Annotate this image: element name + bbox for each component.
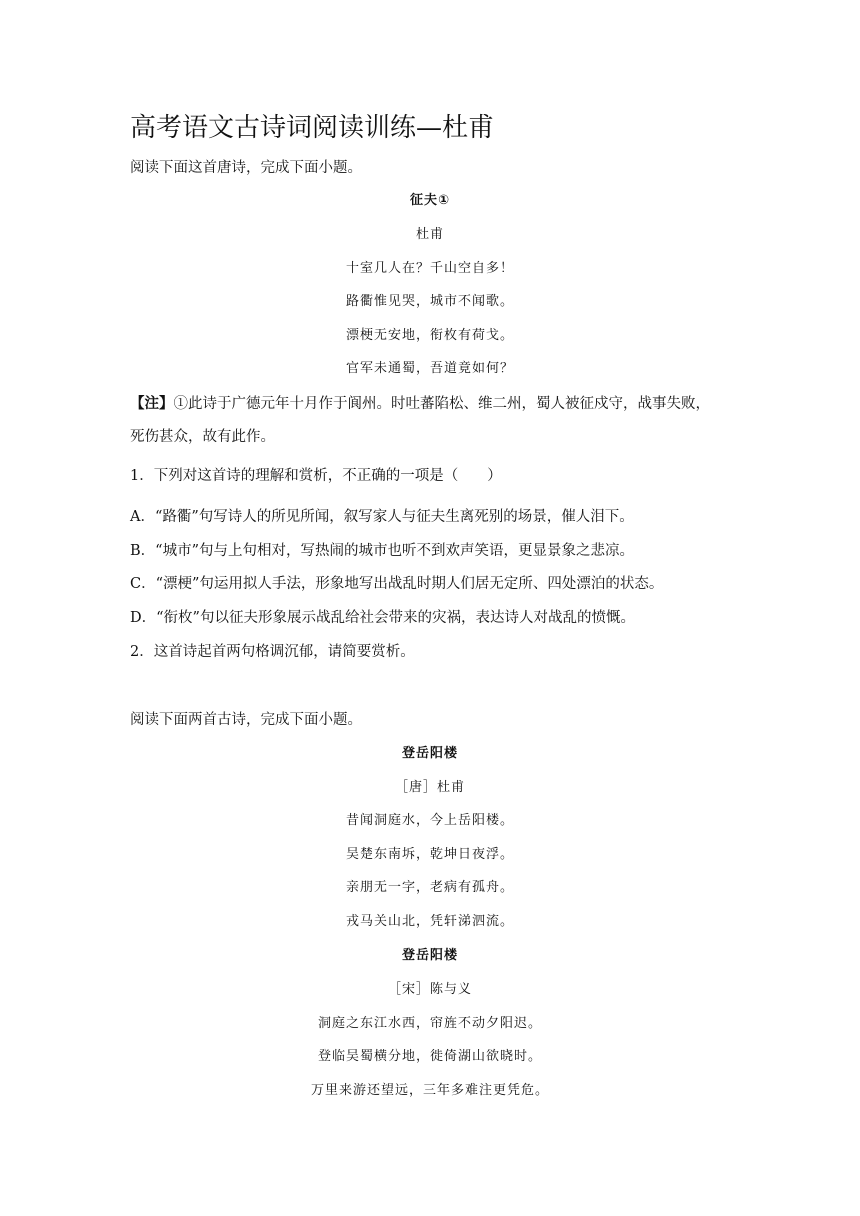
poem-note <box>130 394 710 414</box>
poem1-line: 昔闻洞庭水，今上岳阳楼。 <box>345 813 514 828</box>
poem2-author: ［宋］陈与义 <box>387 982 472 997</box>
page-title: 高考语文古诗词阅读训练—杜甫 <box>130 113 495 143</box>
poem2-line: 洞庭之东江水西，帘旌不动夕阳迟。 <box>317 1016 542 1031</box>
poem1-line: 吴楚东南坼，乾坤日夜浮。 <box>345 847 514 862</box>
poem-line: 十室几人在？千山空自多！ <box>345 261 514 276</box>
poem-author: 杜甫 <box>415 227 444 242</box>
section1-intro: 阅读下面这首唐诗，完成下面小题。 <box>130 160 362 176</box>
poem2-line: 万里来游还望远，三年多难注更凭危。 <box>310 1083 549 1098</box>
poem-line: 漂梗无安地，衔枚有荷戈。 <box>345 328 514 343</box>
poem2-title: 登岳阳楼 <box>401 948 458 963</box>
option-d: D．“衔枚”句以征夫形象展示战乱给社会带来的灾祸，表达诗人对战乱的愤慨。 <box>130 610 635 626</box>
poem1-line: 亲朋无一字，老病有孤舟。 <box>345 880 514 895</box>
poem1-line: 戎马关山北，凭轩涕泗流。 <box>345 914 514 929</box>
poem1-title: 登岳阳楼 <box>401 746 458 761</box>
question-1: 1．下列对这首诗的理解和赏析，不正确的一项是（ ） <box>130 468 502 484</box>
poem-line: 官军未通蜀，吾道竟如何？ <box>345 361 514 376</box>
option-a: A．“路衢”句写诗人的所见所闻，叙写家人与征夫生离死别的场景，催人泪下。 <box>130 509 634 525</box>
option-c: C．“漂梗”句运用拟人手法，形象地写出战乱时期人们居无定所、四处漂泊的状态。 <box>130 576 664 592</box>
poem-line: 路衢惟见哭，城市不闻歌。 <box>345 294 514 309</box>
option-b: B．“城市”句与上句相对，写热闹的城市也听不到欢声笑语，更显景象之悲凉。 <box>130 543 634 559</box>
poem-title: 征夫① <box>409 193 450 208</box>
note-text: ①此诗于广德元年十月作于阆州。时吐蕃陷松、维二州，蜀人被征戍守，战事失败， <box>173 396 710 412</box>
section2-intro: 阅读下面两首古诗，完成下面小题。 <box>130 712 362 728</box>
poem-note-continued: 死伤甚众，故有此作。 <box>130 429 275 445</box>
poem2-line: 登临吴蜀横分地，徙倚湖山欲晓时。 <box>317 1049 542 1064</box>
question-2: 2．这首诗起首两句格调沉郁，请简要赏析。 <box>130 644 415 660</box>
poem1-author: ［唐］杜甫 <box>394 780 465 795</box>
note-label: 【注】 <box>130 395 174 412</box>
